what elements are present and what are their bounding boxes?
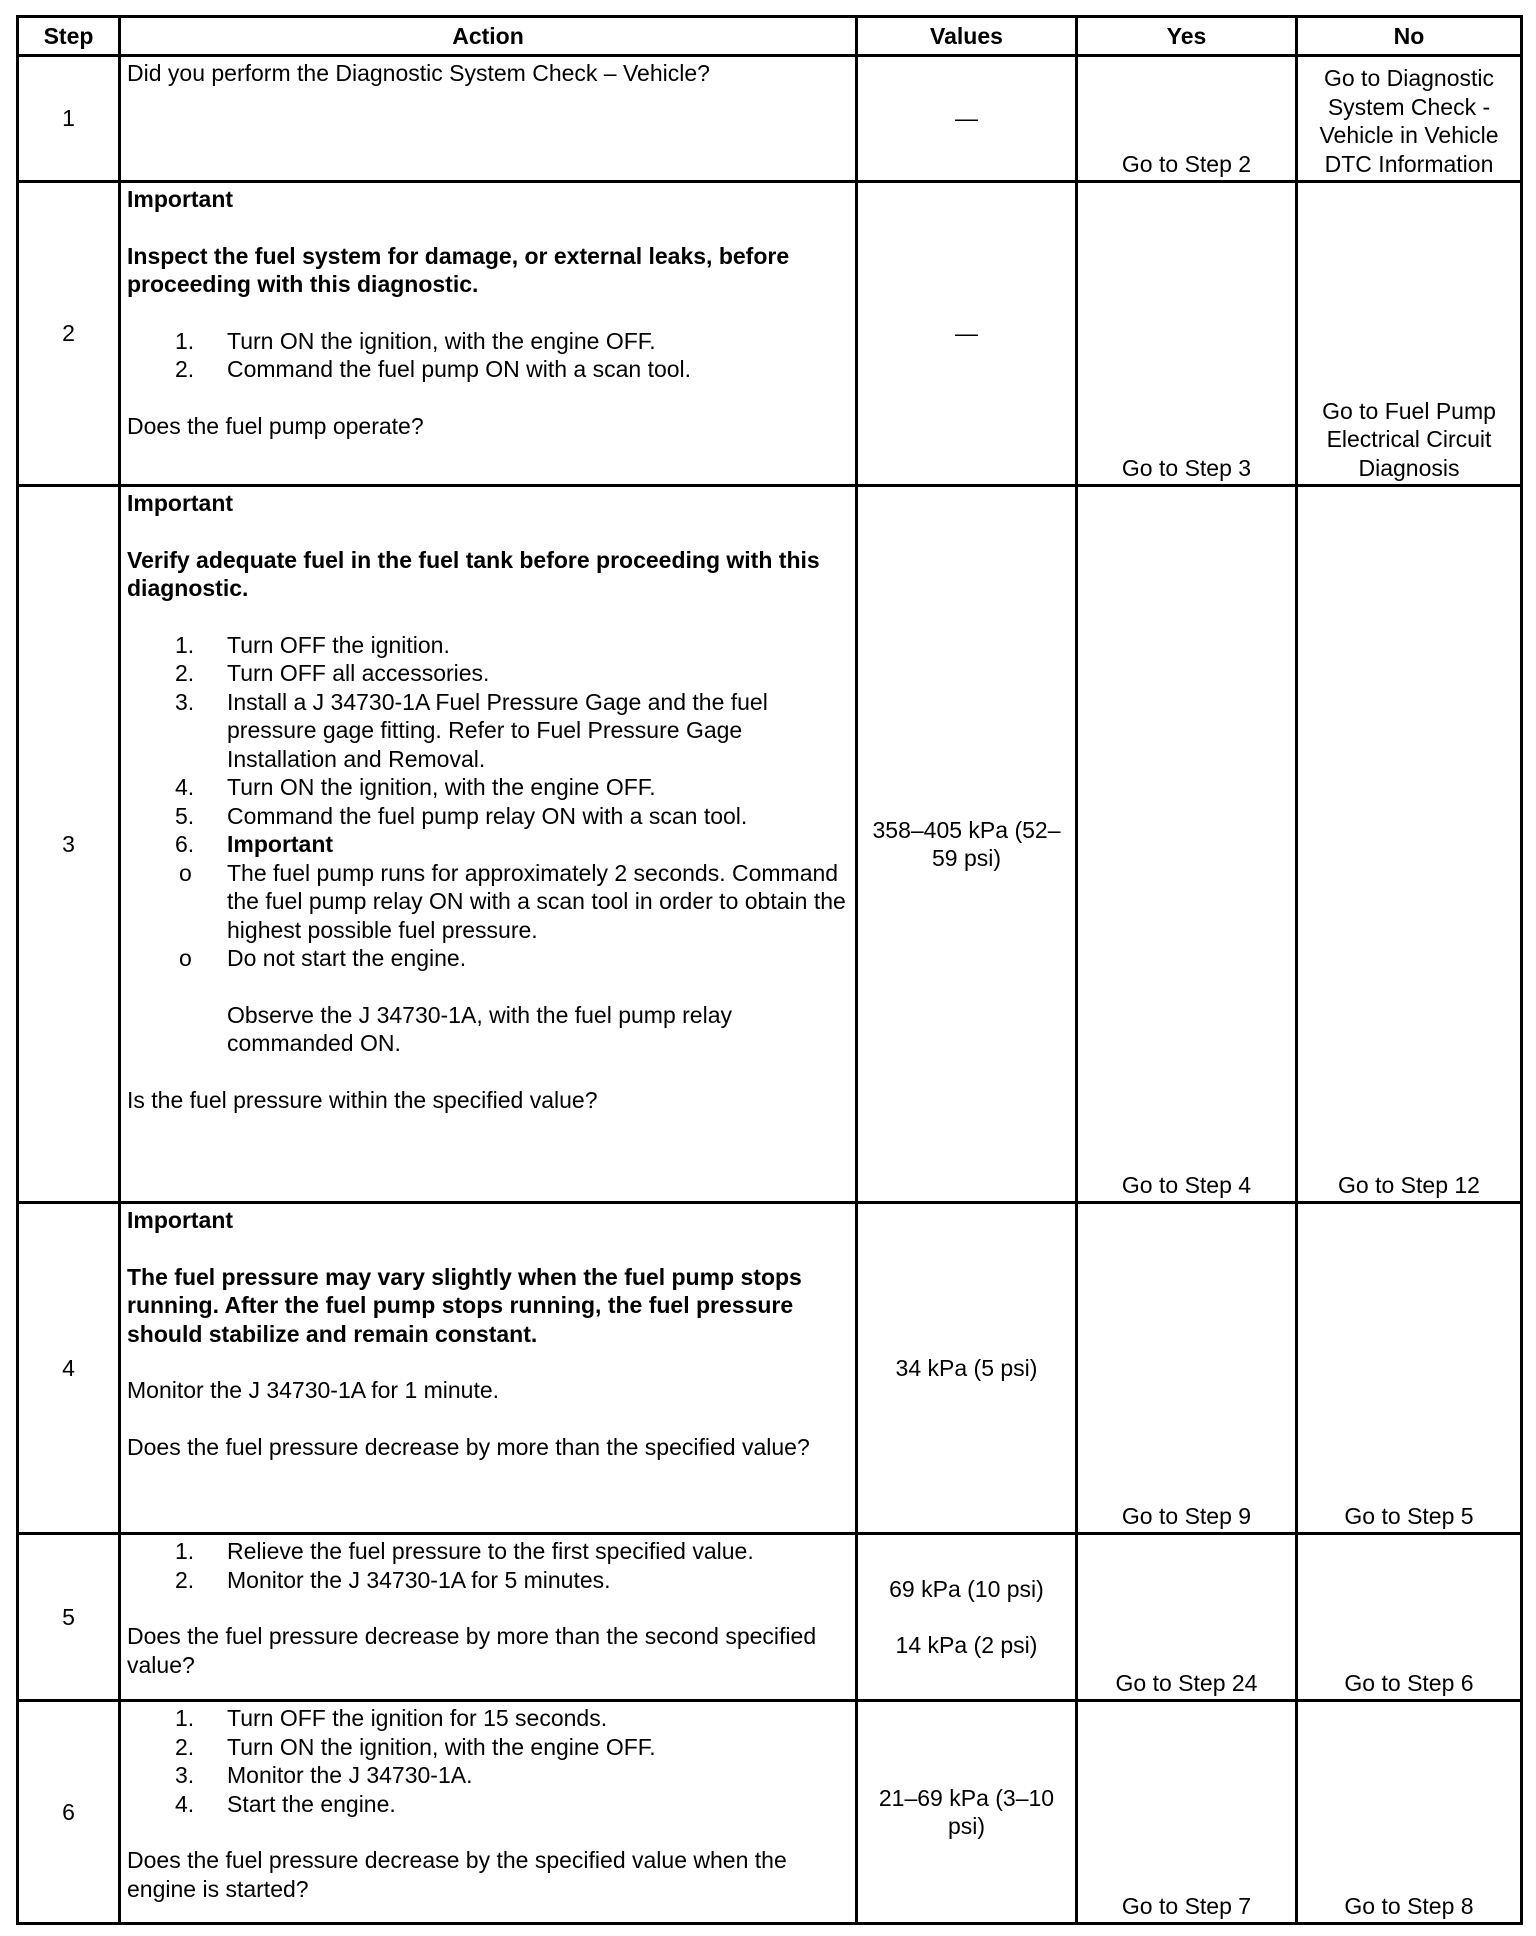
yes-link[interactable]: Go to Step 4 xyxy=(1121,1171,1252,1198)
list-item: 2. Turn OFF all accessories. xyxy=(175,660,490,686)
value-cell: 358–405 kPa (52–59 psi) xyxy=(857,486,1077,1203)
value-cell: — xyxy=(857,182,1077,486)
important-label: Important xyxy=(127,490,234,516)
action-cell xyxy=(120,56,857,182)
step-list xyxy=(127,1537,851,1594)
list-item: 2. Monitor the J 34730-1A for 5 minutes. xyxy=(175,1566,611,1593)
header-step: Step xyxy=(18,17,120,56)
yes-cell xyxy=(1077,1534,1297,1701)
yes-link[interactable]: Go to Step 9 xyxy=(1121,1502,1252,1529)
no-link[interactable]: Go to Fuel Pump Electrical Circuit Diagnosis xyxy=(1322,397,1496,481)
header-row xyxy=(18,17,1522,56)
question: Does the fuel pump operate? xyxy=(127,412,424,439)
sub-item: o Do not start the engine. xyxy=(179,945,467,971)
action-cell xyxy=(120,1203,857,1534)
yes-cell xyxy=(1077,1701,1297,1924)
monitor-text: Monitor the J 34730-1A for 1 minute. xyxy=(127,1377,500,1403)
important-text: The fuel pressure may vary slightly when the fuel pump stops running. After the fuel pump stops running, the fuel pressure should stabilize and remain constant. xyxy=(127,1263,802,1347)
yes-cell xyxy=(1077,486,1297,1203)
value-first: 69 kPa (10 psi) xyxy=(889,1575,1044,1602)
yes-link[interactable]: Go to Step 24 xyxy=(1115,1669,1258,1696)
no-link[interactable]: Go to Step 12 xyxy=(1338,1171,1480,1198)
list-item: 6. Important o The fuel pump runs for approximately 2 seconds. Command the fuel pump relay ON with a scan tool in order to obtain the highest possible fuel pressure. o Do not start the engine. xyxy=(127,830,851,973)
action-cell xyxy=(120,1701,857,1924)
table-row xyxy=(18,486,1522,1203)
header-no: No xyxy=(1297,17,1522,56)
question: Is the fuel pressure within the specified value? xyxy=(127,1086,598,1113)
table-row xyxy=(18,1203,1522,1534)
header-action: Action xyxy=(120,17,857,56)
step-number: 2 xyxy=(18,182,120,486)
table-row xyxy=(18,56,1522,182)
table-row xyxy=(18,182,1522,486)
value-cell xyxy=(857,1534,1077,1701)
no-cell xyxy=(1297,1701,1522,1924)
list-item: 4. Start the engine. xyxy=(175,1790,396,1817)
list-item: 1. Turn ON the ignition, with the engine OFF. xyxy=(175,327,656,354)
important-label: Important xyxy=(127,1207,234,1233)
action-cell xyxy=(120,486,857,1203)
step-number: 4 xyxy=(18,1203,120,1534)
action-cell xyxy=(120,1534,857,1701)
step-list xyxy=(127,327,851,384)
no-cell xyxy=(1297,56,1522,182)
sub-list xyxy=(127,859,851,973)
step-number: 5 xyxy=(18,1534,120,1701)
yes-link[interactable]: Go to Step 7 xyxy=(1121,1892,1252,1919)
list-item: 4. Turn ON the ignition, with the engine OFF. xyxy=(175,774,656,800)
list-item: 1. Relieve the fuel pressure to the first specified value. xyxy=(175,1538,754,1564)
important-text: Inspect the fuel system for damage, or external leaks, before proceeding with this diagnostic. xyxy=(127,242,790,297)
no-cell xyxy=(1297,182,1522,486)
value-second: 14 kPa (2 psi) xyxy=(895,1632,1038,1658)
no-cell xyxy=(1297,486,1522,1203)
header-yes: Yes xyxy=(1077,17,1297,56)
question: Does the fuel pressure decrease by more than the second specified value? xyxy=(127,1623,817,1678)
list-item: 3. Monitor the J 34730-1A. xyxy=(175,1762,473,1788)
list-item: 3. Install a J 34730-1A Fuel Pressure Gage and the fuel pressure gage fitting. Refer to Fuel Pressure Gage Installation and Removal. xyxy=(175,688,768,772)
diagnostic-table xyxy=(16,15,1523,1925)
no-cell xyxy=(1297,1534,1522,1701)
important-text: Verify adequate fuel in the fuel tank before proceeding with this diagnostic. xyxy=(127,546,820,601)
value-cell: — xyxy=(857,56,1077,182)
step-number: 1 xyxy=(18,56,120,182)
yes-link[interactable]: Go to Step 3 xyxy=(1121,454,1252,481)
list-item: 1. Turn OFF the ignition for 15 seconds. xyxy=(175,1705,608,1731)
action-cell xyxy=(120,182,857,486)
question: Does the fuel pressure decrease by the specified value when the engine is started? xyxy=(127,1847,787,1902)
no-link[interactable]: Go to Step 8 xyxy=(1344,1892,1474,1919)
question: Does the fuel pressure decrease by more than the specified value? xyxy=(127,1433,810,1460)
header-values: Values xyxy=(857,17,1077,56)
step-list xyxy=(127,1704,851,1818)
no-link[interactable]: Go to Diagnostic System Check - Vehicle in Vehicle DTC Information xyxy=(1319,65,1499,177)
sub-item: o The fuel pump runs for approximately 2 seconds. Command the fuel pump relay ON with a scan tool in order to obtain the highest possible fuel pressure. xyxy=(179,859,846,943)
question: Did you perform the Diagnostic System Check – Vehicle? xyxy=(127,60,710,86)
step-list xyxy=(127,631,851,973)
list-item: 1. Turn OFF the ignition. xyxy=(175,631,450,658)
yes-cell xyxy=(1077,182,1297,486)
yes-cell xyxy=(1077,1203,1297,1534)
no-cell xyxy=(1297,1203,1522,1534)
observe-text: Observe the J 34730-1A, with the fuel pump relay commanded ON. xyxy=(227,1001,733,1056)
value-cell: 34 kPa (5 psi) xyxy=(857,1203,1077,1534)
no-link[interactable]: Go to Step 5 xyxy=(1344,1502,1474,1529)
list-item: 2. Command the fuel pump ON with a scan tool. xyxy=(175,356,692,382)
yes-cell xyxy=(1077,56,1297,182)
list-item: 2. Turn ON the ignition, with the engine OFF. xyxy=(175,1733,656,1760)
yes-link[interactable]: Go to Step 2 xyxy=(1121,150,1252,177)
step-number: 6 xyxy=(18,1701,120,1924)
no-link[interactable]: Go to Step 6 xyxy=(1344,1669,1474,1696)
table-row xyxy=(18,1701,1522,1924)
important-label: Important xyxy=(127,186,234,212)
value-cell: 21–69 kPa (3–10 psi) xyxy=(857,1701,1077,1924)
step-number: 3 xyxy=(18,486,120,1203)
list-item: 5. Command the fuel pump relay ON with a scan tool. xyxy=(175,802,748,829)
table-row xyxy=(18,1534,1522,1701)
